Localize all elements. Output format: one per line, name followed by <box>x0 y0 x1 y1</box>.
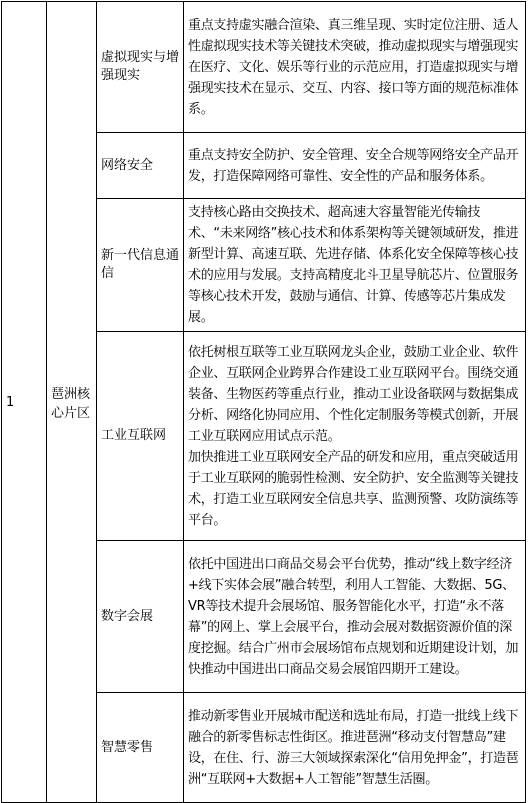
field-name-cell: 工业互联网 <box>97 332 184 541</box>
description-paragraph: 依托树根互联等工业互联网龙头企业，鼓励工业企业、软件企业、互联网企业跨界合作建设工业互联网平台。围绕交通装备、生物医药等重点行业，推动工业设备联网与数据集成分析、网络化协同应用、个性化定制服务等模式创新，开展工业互联网应用试点示范。 <box>188 344 519 444</box>
field-name-cell: 网络安全 <box>97 133 184 199</box>
row-index-cell: 1 <box>2 2 47 803</box>
description-paragraph: 重点支持虚实融合渲染、真三维呈现、实时定位注册、适人性虚拟现实技术等关键技术突破，推动虚拟现实与增强现实在医疗、文化、娱乐等行业的示范应用，打造虚拟现实与增强现实技术在显示、交互、内容、接口等方面的规范标准体系。 <box>188 17 519 117</box>
description-cell <box>184 541 526 693</box>
field-name-cell: 新一代信息通信 <box>97 199 184 332</box>
description-cell <box>184 332 526 541</box>
table-row <box>2 2 526 133</box>
field-name-cell: 智慧零售 <box>97 693 184 803</box>
description-cell <box>184 199 526 332</box>
planning-table <box>1 1 526 803</box>
description-cell <box>184 693 526 803</box>
description-paragraph: 加快推进工业互联网安全产品的研发和应用，重点突破适用于工业互联网的脆弱性检测、安全防护、安全监测等关键技术，打造工业互联网安全信息共享、监测预警、攻防演练等平台。 <box>188 449 519 528</box>
description-cell <box>184 2 526 133</box>
description-paragraph: 支持核心路由交换技术、超高速大容量智能光传输技术、“未来网络”核心技术和体系架构等关键领域研发，推进新型计算、高速互联、先进存储、体系化安全保障等核心技术的应用与发展。支持高精度北斗卫星导航芯片、位置服务等核心技术开发，鼓励与通信、计算、传感等芯片集成发展。 <box>188 205 519 325</box>
description-paragraph: 推动新零售业开展城市配送和选址布局，打造一批线上线下融合的新零售标志性街区。推进琶洲“移动支付智慧岛”建设，在住、行、游三大领域探索深化“信用免押金”，打造琶洲“互联网+大数据+人工智能”智慧生活圈。 <box>188 708 519 787</box>
region-cell: 琶洲核心片区 <box>47 2 97 803</box>
field-name-cell: 数字会展 <box>97 541 184 693</box>
description-paragraph: 依托中国进出口商品交易会平台优势，推动“线上数字经济+线下实体会展”融合转型，利用人工智能、大数据、5G、VR等技术提升会展场馆、服务智能化水平，打造“永不落幕”的网上、掌上会展平台，推动会展对数据资源价值的深度挖掘。结合广州市会展场馆布点规划和近期建设计划，加快推动中国进出口商品交易会展馆四期开工建设。 <box>188 556 519 677</box>
field-name-cell: 虚拟现实与增强现实 <box>97 2 184 133</box>
description-paragraph: 重点支持安全防护、安全管理、安全合规等网络安全产品开发，打造保障网络可靠性、安全性的产品和服务体系。 <box>188 147 519 184</box>
description-cell <box>184 133 526 199</box>
